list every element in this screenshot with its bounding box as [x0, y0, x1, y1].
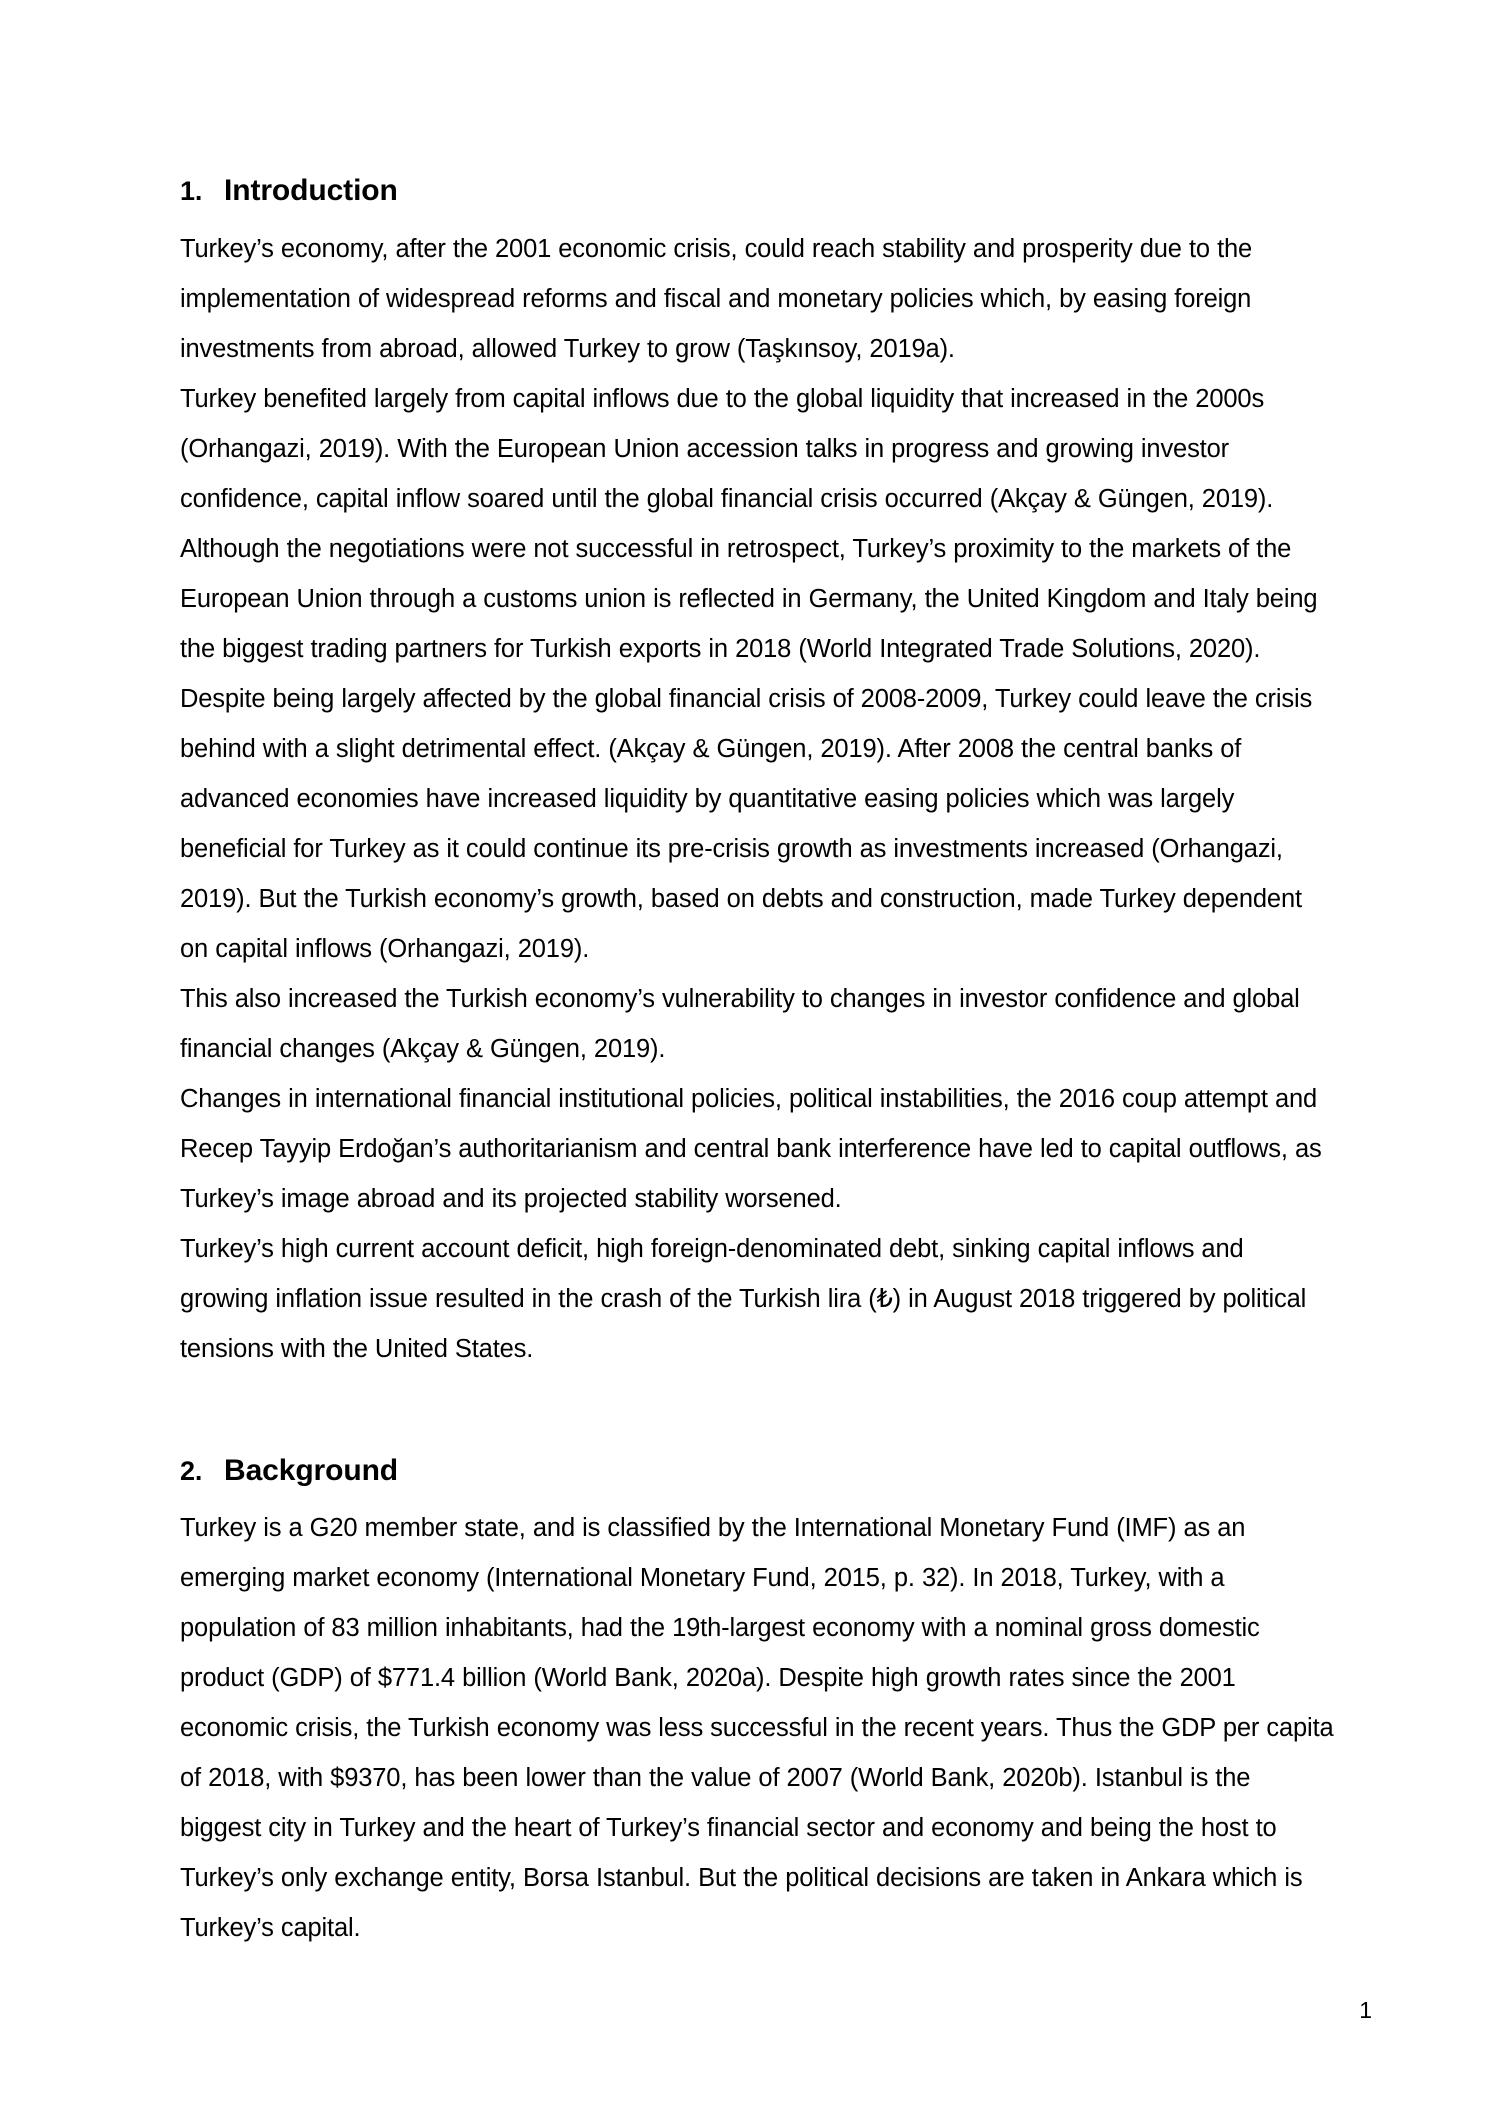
- section-heading-introduction: [180, 172, 1335, 210]
- paragraph: This also increased the Turkish economy’s vulnerability to changes in investor confidence and global financial changes (Akçay & Güngen, 2019).: [180, 984, 1300, 1063]
- section-number: 1.: [180, 176, 203, 206]
- section-title: Introduction: [224, 174, 398, 207]
- paragraph: Turkey’s high current account deficit, high foreign-denominated debt, sinking capital inflows and growing inflation issue resulted in the crash of the Turkish lira (₺) in August 2018 triggered by political tensions with the United States.: [180, 1234, 1307, 1363]
- paragraph: Turkey’s economy, after the 2001 economic crisis, could reach stability and prosperity due to the implementation of widespread reforms and fiscal and monetary policies which, by easing foreign investments from abroad, allowed Turkey to grow (Taşkınsoy, 2019a).: [180, 234, 1253, 363]
- paragraph: Turkey is a G20 member state, and is classified by the International Monetary Fund (IMF) as an emerging market economy (International Monetary Fund, 2015, p. 32). In 2018, Turkey, with a population of 83 million inhabitants, had the 19th-largest economy with a nominal gross domestic product (GDP) of $771.4 billion (World Bank, 2020a). Despite high growth rates since the 2001 economic crisis, the Turkish economy was less successful in the recent years. Thus the GDP per capita of 2018, with $9370, has been lower than the value of 2007 (World Bank, 2020b). Istanbul is the biggest city in Turkey and the heart of Turkey’s financial sector and economy and being the host to Turkey’s only exchange entity, Borsa Istanbul. But the political decisions are taken in Ankara which is Turkey’s capital.: [180, 1514, 1334, 1942]
- page-content: [180, 172, 1335, 1953]
- section-title: Background: [224, 1453, 399, 1487]
- section-heading-background: [180, 1452, 1335, 1490]
- section-spacer: [180, 1374, 1335, 1452]
- section-number: 2.: [180, 1455, 203, 1486]
- paragraph: Despite being largely affected by the global financial crisis of 2008-2009, Turkey could leave the crisis behind with a slight detrimental effect. (Akçay & Güngen, 2019). After 2008 the central banks of advanced economies have increased liquidity by quantitative easing policies which was largely beneficial for Turkey as it could continue its pre-crisis growth as investments increased (Orhangazi, 2019). But the Turkish economy’s growth, based on debts and construction, made Turkey dependent on capital inflows (Orhangazi, 2019).: [180, 684, 1313, 963]
- paragraph: Turkey benefited largely from capital inflows due to the global liquidity that increased in the 2000s (Orhangazi, 2019). With the European Union accession talks in progress and growing investor confidence, capital inflow soared until the global financial crisis occurred (Akçay & Güngen, 2019). Although the negotiations were not successful in retrospect, Turkey’s proximity to the markets of the European Union through a customs union is reflected in Germany, the United Kingdom and Italy being the biggest trading partners for Turkish exports in 2018 (World Integrated Trade Solutions, 2020).: [180, 384, 1318, 663]
- paragraph: Changes in international financial institutional policies, political instabilities, the 2016 coup attempt and Recep Tayyip Erdoğan’s authoritarianism and central bank interference have led to capital outflows, as Turkey’s image abroad and its projected stability worsened.: [180, 1084, 1322, 1213]
- page-number: 1: [1359, 1997, 1372, 2023]
